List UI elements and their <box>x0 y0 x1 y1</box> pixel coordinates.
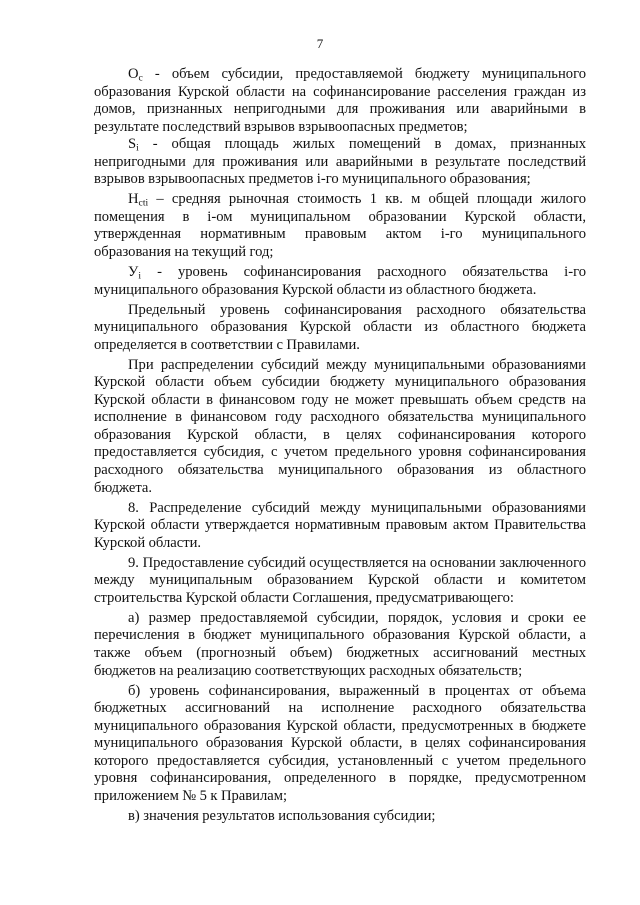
paragraph-text: - объем субсидии, предоставляемой бюджету муниципального образования Курской области на софинансирование расселения граждан из домов, признанных непригодными для проживания или аварийными в результате последствий взрывов взрывоопасных предметов; <box>94 66 586 135</box>
paragraph-item-9b: б) уровень софинансирования, выраженный в процентах от объема бюджетных ассигнований на исполнение расходного обязательства муниципального образования Курской области, предусмотренных в бюджете муниципального образования Курской области, в целях софинансирования которого предоставляется субсидия, установленный с учетом предельного уровня софинансирования, определенного в порядке, предусмотренном приложением № 5 к Правилам; <box>94 682 586 804</box>
symbol-oc-subscript: с <box>138 72 143 84</box>
page-number: 7 <box>316 36 324 51</box>
paragraph-item-9a: а) размер предоставляемой субсидии, порядок, условия и сроки ее перечисления в бюджет муниципального образования Курской области, а также объем (прогнозный объем) бюджетных ассигнований местных бюджетов на реализацию соответствующих расходных обязательств; <box>94 609 586 679</box>
paragraph-item-8: 8. Распределение субсидий между муниципальными образованиями Курской области утверждается нормативным правовым актом Правительства Курской области. <box>94 499 586 551</box>
paragraph-oc-definition <box>94 66 586 136</box>
paragraph-item-9: 9. Предоставление субсидий осуществляется на основании заключенного между муниципальным образованием Курской области и комитетом строительства Курской области Соглашения, предусматривающего: <box>94 554 586 606</box>
symbol-hcti: Н <box>128 191 139 208</box>
paragraph-text: – средняя рыночная стоимость 1 кв. м общей площади жилого помещения в i-ом муниципальном образовании Курской области, утвержденная нормативным правовым актом i-го муниципального образования на текущий год; <box>94 191 586 260</box>
paragraph-si-definition <box>94 136 586 189</box>
symbol-hcti-subscript: сti <box>138 197 149 209</box>
paragraph-distribution-limit: При распределении субсидий между муниципальными образованиями Курской области объем субсидии бюджету муниципального образования Курской области в финансовом году не может превышать объем средств на исполнение в финансовом году расходного обязательства муниципального образования Курской области, в целях софинансирования которого предоставляется субсидия, с учетом предельного уровня софинансирования расходного обязательства муниципального образования из областного бюджета. <box>94 356 586 496</box>
paragraph-text: - общая площадь жилых помещений в домах, признанных непригодными для проживания или аварийными в результате последствий взрывов взрывоопасных предметов i-го муниципального образования; <box>94 136 586 188</box>
document-body <box>94 66 586 825</box>
symbol-si: S <box>128 136 137 153</box>
symbol-oc: О <box>128 66 139 82</box>
symbol-si-subscript: i <box>136 142 139 154</box>
paragraph-text: - уровень софинансирования расходного обязательства i-го муниципального образования Курской области из областного бюджета. <box>94 264 586 298</box>
symbol-yi: У <box>128 264 139 281</box>
paragraph-max-level: Предельный уровень софинансирования расходного обязательства муниципального образования Курской области из областного бюджета определяется в соответствии с Правилами. <box>94 301 586 353</box>
paragraph-yi-definition <box>94 264 586 299</box>
paragraph-item-9c: в) значения результатов использования субсидии; <box>128 807 436 824</box>
symbol-yi-subscript: i <box>138 270 142 282</box>
paragraph-hcti-definition <box>94 191 586 261</box>
